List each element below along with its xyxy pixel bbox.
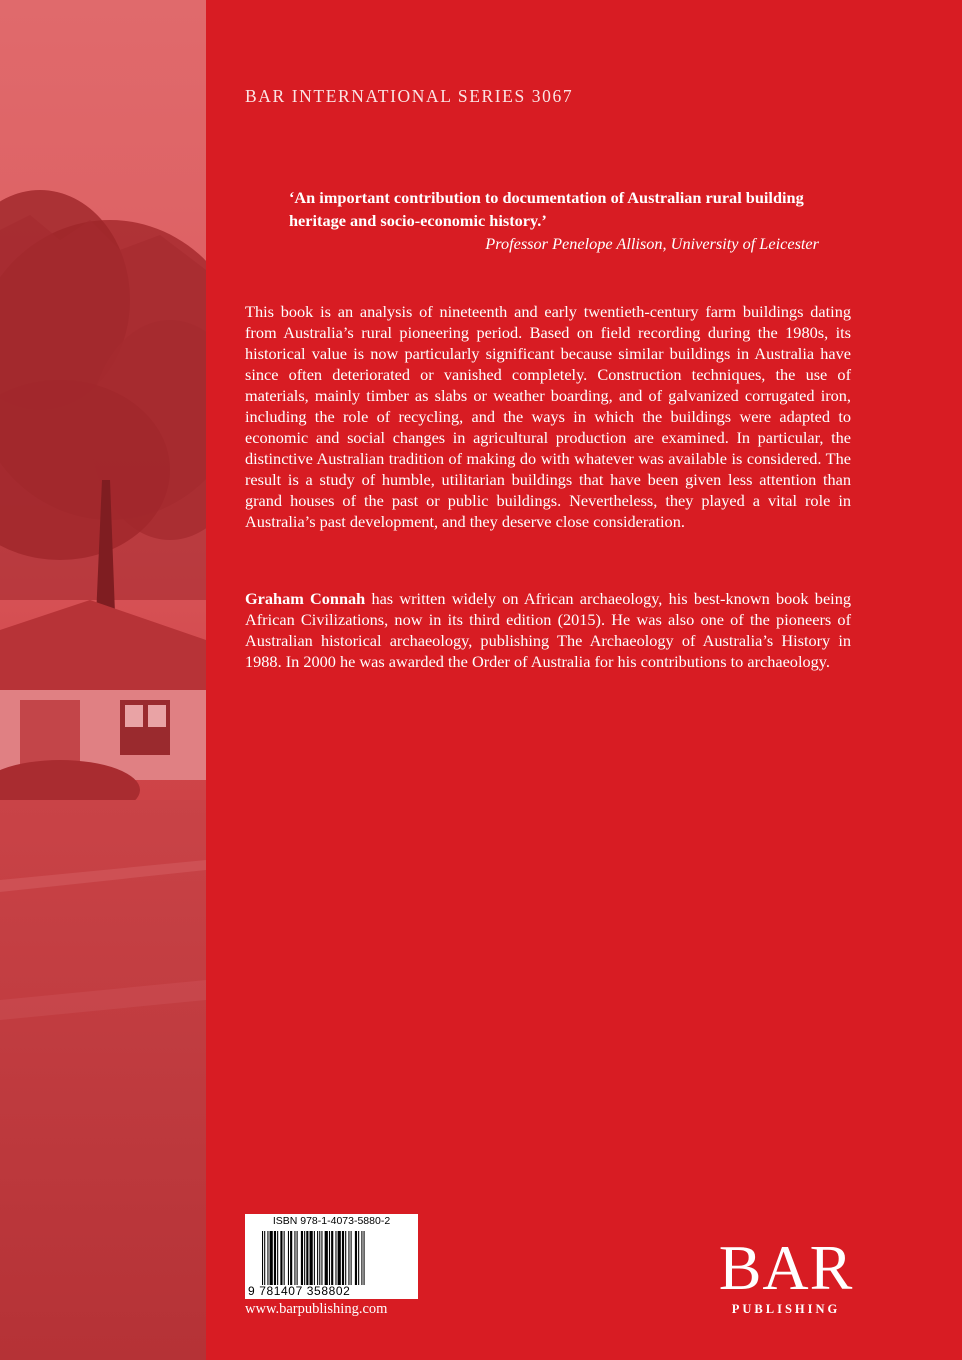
barcode-bar [290,1231,292,1285]
farm-building-photo [0,0,206,1360]
barcode-bar [338,1231,341,1285]
barcode-bar [284,1231,285,1285]
barcode-bar [264,1231,265,1285]
barcode-bar [262,1231,263,1285]
barcode-bar [310,1231,313,1285]
barcode-bar [325,1231,328,1285]
barcode-bar [345,1231,346,1285]
barcode-bar [301,1231,303,1285]
quote-attribution: Professor Penelope Allison, University of Leicester [485,234,819,253]
publisher-website[interactable]: www.barpublishing.com [245,1301,388,1317]
barcode-bar [358,1231,359,1285]
barcode-bar [342,1231,344,1285]
barcode-bar [355,1231,357,1285]
barcode-bar [331,1231,333,1285]
barcode-bar [329,1231,330,1285]
book-description: This book is an analysis of nineteenth and early twentieth-century farm buildings dating from Australia’s rural pioneering period. Based on field recording during the 1980s, its historical value is now particularly significant because similar buildings in Australia have since often deteriorated or vanished completely. Construction techniques, the use of materials, mainly timber as slabs or weather boarding, and of galvanized corrugated iron, including the role of recycling, and the ways in which the buildings were adapted to economic and social changes in agricultural production are examined. In particular, the distinctive Australian tradition of making do with whatever was available is considered. The result is a study of humble, utilitarian buildings that have been given less attention than grand houses of the past or public buildings. Nevertheless, they played a vital role in Australia’s past development, and they deserve close consideration. [245,302,851,531]
barcode-bar [267,1231,268,1285]
barcode-bar [335,1231,336,1285]
barcode-bar [321,1231,322,1285]
barcode-bar [280,1231,282,1285]
barcode-bar [270,1231,273,1285]
author-bio [245,588,851,672]
quote-text: ‘An important contribution to documentation of Australian rural building heritage and socio-economic history.’ [289,188,804,230]
barcode-bar [306,1231,308,1285]
barcode-bar [277,1231,278,1285]
barcode-bar [274,1231,276,1285]
barcode-bar [348,1231,349,1285]
logo-sub-text: PUBLISHING [731,1302,841,1316]
barcode-bar [294,1231,295,1285]
barcode-bar [297,1231,298,1285]
barcode-bar [317,1231,318,1285]
barcode-bar [361,1231,362,1285]
barcode-digits: 9 781407 358802 [248,1284,351,1298]
author-name: Graham Connah [245,589,366,608]
barcode-bar [314,1231,315,1285]
series-title: BAR INTERNATIONAL SERIES 3067 [245,86,574,106]
logo-main-text: BAR [718,1232,854,1303]
barcode-icon [262,1231,404,1285]
isbn-barcode-box [245,1214,418,1299]
bar-publishing-logo [718,1232,854,1317]
barcode-bar [288,1231,289,1285]
barcode-bar [304,1231,305,1285]
author-bio-text: has written widely on African archaeology, his best-known book being African Civilizations, now in its third edition (2015). He was also one of the pioneers of Australian historical archaeology, publishing The Archaeology of Australia’s History in 1988. In 2000 he was awarded the Order of Australia for his contributions to archaeology. [245,589,851,671]
endorsement-quote [289,186,849,255]
barcode-bar [364,1231,365,1285]
isbn-label: ISBN 978-1-4073-5880-2 [272,1215,391,1227]
barcode-bar [351,1231,352,1285]
barcode-bar [319,1231,320,1285]
